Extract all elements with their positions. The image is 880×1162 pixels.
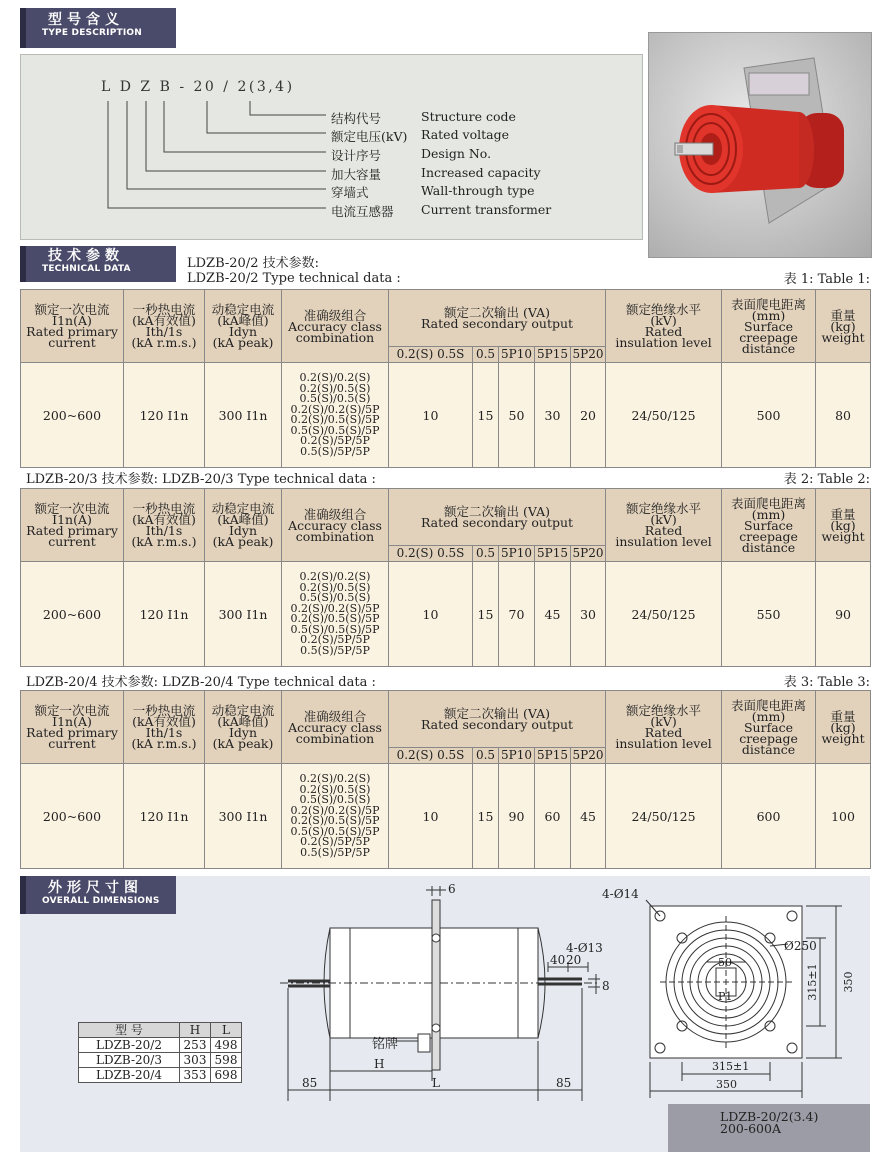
- table-row: [79, 1053, 242, 1068]
- table3-caption: LDZB-20/4 技术参数: LDZB-20/4 Type technical data :: [26, 675, 376, 690]
- hdr-thermal-current: 一秒热电流 (kA有效值) Ith/1s (kA r.m.s.): [124, 489, 205, 562]
- hdr-sub-05: 0.5: [473, 546, 499, 562]
- overall-dimensions-title-cn: 外形尺寸图: [48, 880, 143, 896]
- hdr-creepage-distance: 表面爬电距离 (mm) Surface creepage distance: [722, 691, 816, 764]
- cell-insulation: 24/50/125: [606, 363, 722, 468]
- table-row: [21, 363, 871, 468]
- dim-bar-width: 40: [550, 953, 566, 967]
- dim-hdr-l: L: [211, 1023, 242, 1038]
- cell-creepage: 550: [722, 562, 816, 667]
- type-description-header: [20, 8, 176, 48]
- dim-50: 50: [718, 956, 732, 969]
- table-row: [21, 764, 871, 869]
- type-description-panel: [20, 54, 643, 240]
- dim-cell: 303: [180, 1053, 211, 1068]
- cell-weight: 90: [816, 562, 871, 667]
- cell-va-05: 15: [473, 363, 499, 468]
- technical-data-title-en: TECHNICAL DATA: [42, 264, 131, 274]
- dim-left-85: 85: [302, 1076, 318, 1090]
- type-item-cn-1: 结构代号: [331, 111, 382, 126]
- cell-va-5p10: 50: [499, 363, 535, 468]
- overall-dimensions-title-en: OVERALL DIMENSIONS: [42, 896, 160, 906]
- dim-315-vertical: 315±1: [806, 963, 819, 1001]
- cell-va-5p20: 20: [571, 363, 606, 468]
- hdr-primary-current: 额定一次电流 I1n(A) Rated primary current: [21, 691, 124, 764]
- hdr-sub-02s-05s: 0.2(S) 0.5S: [389, 347, 473, 363]
- cell-accuracy-list: 0.2(S)/0.2(S) 0.2(S)/0.5(S) 0.5(S)/0.5(S) 0.2(S)/0.2(S)/5P 0.2(S)/0.5(S)/5P 0.5(S)/0.5(S)/5P 0.2(S)/5P/5P 0.5(S)/5P/5P: [282, 363, 389, 468]
- type-code: L D Z B - 20 / 2(3,4): [101, 79, 295, 95]
- hdr-secondary-output: 额定二次输出 (VA) Rated secondary output: [389, 489, 606, 546]
- dim-holes-front: 4-Ø14: [602, 887, 639, 901]
- hdr-accuracy-class: 准确级组合 Accuracy class combination: [282, 290, 389, 363]
- cell-dynamic-current: 300 I1n: [205, 562, 282, 667]
- hdr-thermal-current: 一秒热电流 (kA有效值) Ith/1s (kA r.m.s.): [124, 290, 205, 363]
- cell-creepage: 600: [722, 764, 816, 869]
- dim-flange-thickness: 6: [448, 882, 456, 896]
- table1-number: 表 1: Table 1:: [783, 272, 870, 287]
- dim-hdr-model: 型 号: [79, 1023, 180, 1038]
- hdr-sub-5p20: 5P20: [571, 546, 606, 562]
- type-item-cn-3: 设计序号: [331, 148, 382, 163]
- type-item-en-2: Rated voltage: [421, 127, 510, 142]
- cell-weight: 80: [816, 363, 871, 468]
- dimensions-table: [78, 1022, 242, 1083]
- hdr-dynamic-current: 动稳定电流 (kA峰值) Idyn (kA peak): [205, 691, 282, 764]
- cell-accuracy-list: 0.2(S)/0.2(S) 0.2(S)/0.5(S) 0.5(S)/0.5(S) 0.2(S)/0.2(S)/5P 0.2(S)/0.5(S)/5P 0.5(S)/0.5(S)/5P 0.2(S)/5P/5P 0.5(S)/5P/5P: [282, 562, 389, 667]
- cell-va-05: 15: [473, 562, 499, 667]
- cell-va-5p15: 45: [535, 562, 571, 667]
- cell-primary-current: 200~600: [21, 363, 124, 468]
- cell-thermal-current: 120 I1n: [124, 363, 205, 468]
- hdr-sub-5p15: 5P15: [535, 748, 571, 764]
- hdr-thermal-current: 一秒热电流 (kA有效值) Ith/1s (kA r.m.s.): [124, 691, 205, 764]
- dim-h: H: [374, 1057, 385, 1071]
- technical-data-title-cn: 技术参数: [48, 248, 124, 264]
- transformer-illustration: [649, 33, 871, 257]
- cell-weight: 100: [816, 764, 871, 869]
- type-item-en-5: Wall-through type: [421, 183, 535, 198]
- hdr-sub-02s-05s: 0.2(S) 0.5S: [389, 546, 473, 562]
- hdr-dynamic-current: 动稳定电流 (kA峰值) Idyn (kA peak): [205, 290, 282, 363]
- hdr-creepage-distance: 表面爬电距离 (mm) Surface creepage distance: [722, 489, 816, 562]
- terminal-p1: P1: [718, 990, 733, 1003]
- table-row: [79, 1068, 242, 1083]
- cell-va-5p15: 60: [535, 764, 571, 869]
- type-item-cn-4: 加大容量: [331, 167, 382, 182]
- dim-cell: LDZB-20/4: [79, 1068, 180, 1083]
- hdr-insulation-level: 额定绝缘水平 (kV) Rated insulation level: [606, 691, 722, 764]
- hdr-sub-5p15: 5P15: [535, 546, 571, 562]
- cell-dynamic-current: 300 I1n: [205, 764, 282, 869]
- technical-data-header: [20, 246, 176, 282]
- cell-va-5p10: 70: [499, 562, 535, 667]
- dim-cell: LDZB-20/2: [79, 1038, 180, 1053]
- cell-va-02s-05s: 10: [389, 764, 473, 869]
- type-item-en-6: Current transformer: [421, 202, 552, 217]
- model-caption-box: [668, 1104, 870, 1152]
- cell-creepage: 500: [722, 363, 816, 468]
- dim-bar-gap: 20: [566, 953, 582, 967]
- table-row: [21, 562, 871, 667]
- model-caption-line2: 200-600A: [720, 1121, 781, 1136]
- cell-va-05: 15: [473, 764, 499, 869]
- type-item-en-1: Structure code: [421, 109, 516, 124]
- cell-va-5p15: 30: [535, 363, 571, 468]
- dim-holes-side: 4-Ø13: [566, 941, 603, 955]
- hdr-sub-5p10: 5P10: [499, 748, 535, 764]
- hdr-primary-current: 额定一次电流 I1n(A) Rated primary current: [21, 290, 124, 363]
- side-view: [280, 886, 600, 1101]
- cell-primary-current: 200~600: [21, 562, 124, 667]
- hdr-insulation-level: 额定绝缘水平 (kV) Rated insulation level: [606, 290, 722, 363]
- dim-cell: 498: [211, 1038, 242, 1053]
- type-description-title-en: TYPE DESCRIPTION: [42, 28, 142, 38]
- cell-thermal-current: 120 I1n: [124, 764, 205, 869]
- type-description-title-cn: 型号含义: [48, 12, 124, 28]
- dim-right-85: 85: [556, 1076, 572, 1090]
- table1-caption-en: LDZB-20/2 Type technical data :: [187, 271, 401, 286]
- type-item-cn-5: 穿墙式: [331, 185, 369, 200]
- table3-number: 表 3: Table 3:: [783, 675, 870, 690]
- hdr-dynamic-current: 动稳定电流 (kA峰值) Idyn (kA peak): [205, 489, 282, 562]
- cell-va-02s-05s: 10: [389, 363, 473, 468]
- hdr-sub-05: 0.5: [473, 748, 499, 764]
- dim-bar-thickness: 8: [602, 979, 610, 993]
- dim-cell: LDZB-20/3: [79, 1053, 180, 1068]
- hdr-secondary-output: 额定二次输出 (VA) Rated secondary output: [389, 290, 606, 347]
- table2-caption: LDZB-20/3 技术参数: LDZB-20/3 Type technical data :: [26, 472, 376, 487]
- table2-number: 表 2: Table 2:: [783, 472, 870, 487]
- hdr-creepage-distance: 表面爬电距离 (mm) Surface creepage distance: [722, 290, 816, 363]
- dim-350-vertical: 350: [842, 971, 855, 993]
- spec-table-1: [20, 289, 871, 468]
- hdr-sub-5p10: 5P10: [499, 347, 535, 363]
- hdr-weight: 重量 (kg) weight: [816, 489, 871, 562]
- cell-insulation: 24/50/125: [606, 764, 722, 869]
- dim-cell: 598: [211, 1053, 242, 1068]
- cell-va-5p20: 45: [571, 764, 606, 869]
- hdr-sub-5p20: 5P20: [571, 347, 606, 363]
- hdr-sub-5p15: 5P15: [535, 347, 571, 363]
- model-caption-line1: LDZB-20/2(3.4): [720, 1109, 819, 1124]
- type-item-en-4: Increased capacity: [421, 165, 541, 180]
- spec-table-2: [20, 488, 871, 667]
- spec-table-3: [20, 690, 871, 869]
- hdr-sub-05: 0.5: [473, 347, 499, 363]
- cell-accuracy-list: 0.2(S)/0.2(S) 0.2(S)/0.5(S) 0.5(S)/0.5(S) 0.2(S)/0.2(S)/5P 0.2(S)/0.5(S)/5P 0.5(S)/0.5(S)/5P 0.2(S)/5P/5P 0.5(S)/5P/5P: [282, 764, 389, 869]
- dim-cell: 253: [180, 1038, 211, 1053]
- hdr-sub-02s-05s: 0.2(S) 0.5S: [389, 748, 473, 764]
- table1-caption-cn: LDZB-20/2 技术参数:: [187, 256, 319, 271]
- product-photo: [648, 32, 872, 258]
- hdr-weight: 重量 (kg) weight: [816, 290, 871, 363]
- hdr-secondary-output: 额定二次输出 (VA) Rated secondary output: [389, 691, 606, 748]
- table-row: [79, 1038, 242, 1053]
- dim-350-horizontal: 350: [716, 1078, 737, 1091]
- cell-va-5p10: 90: [499, 764, 535, 869]
- type-item-en-3: Design No.: [421, 146, 492, 161]
- cell-va-5p20: 30: [571, 562, 606, 667]
- dim-cell: 353: [180, 1068, 211, 1083]
- dim-hdr-h: H: [180, 1023, 211, 1038]
- cell-dynamic-current: 300 I1n: [205, 363, 282, 468]
- dim-l: L: [432, 1076, 440, 1090]
- cell-va-02s-05s: 10: [389, 562, 473, 667]
- hdr-accuracy-class: 准确级组合 Accuracy class combination: [282, 691, 389, 764]
- hdr-primary-current: 额定一次电流 I1n(A) Rated primary current: [21, 489, 124, 562]
- type-item-cn-2: 额定电压(kV): [331, 129, 408, 144]
- cell-primary-current: 200~600: [21, 764, 124, 869]
- dim-cell: 698: [211, 1068, 242, 1083]
- dim-315-horizontal: 315±1: [712, 1060, 750, 1073]
- cell-thermal-current: 120 I1n: [124, 562, 205, 667]
- cell-insulation: 24/50/125: [606, 562, 722, 667]
- nameplate-label: 铭牌: [372, 1037, 399, 1052]
- hdr-sub-5p20: 5P20: [571, 748, 606, 764]
- dim-diameter-250: Ø250: [784, 939, 817, 953]
- hdr-insulation-level: 额定绝缘水平 (kV) Rated insulation level: [606, 489, 722, 562]
- hdr-sub-5p10: 5P10: [499, 546, 535, 562]
- hdr-weight: 重量 (kg) weight: [816, 691, 871, 764]
- hdr-accuracy-class: 准确级组合 Accuracy class combination: [282, 489, 389, 562]
- type-item-cn-6: 电流互感器: [331, 204, 394, 219]
